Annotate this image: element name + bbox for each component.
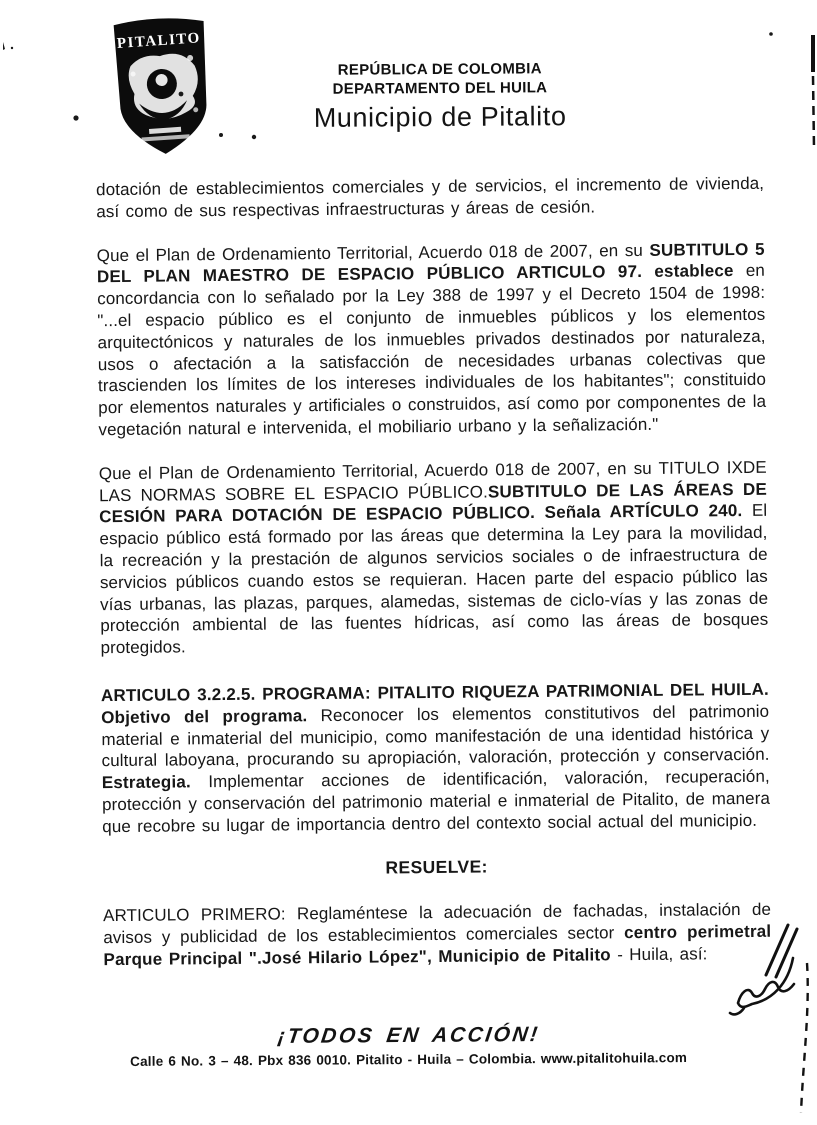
paragraph-pot-titulo-ix: [99, 457, 769, 660]
text-run-bold: SUBTITULO DE LAS ÁREAS DE CESIÓN PARA DOTACIÓN DE ESPACIO PÚBLICO. Señala ARTÍCULO 240.: [99, 479, 768, 527]
text-run: - Huila, así:: [610, 944, 708, 965]
paragraph-articulo-3225: [101, 679, 770, 838]
text-run: El espacio público está formado por las áreas que determina la Ley para la movilidad, la recreación y la prestación de algunos servicios sociales o de infraestructura de servicios públicos cuando estos se requieran. Hacen parte del espacio público las vías urbanas, las plazas, parques, alamedas, sistemas de ciclo-vías y las zonas de protección ambiental de las fuentes hídricas, así como las áreas de bosques protegidos.: [99, 501, 769, 658]
paragraph-dotacion: [96, 173, 764, 223]
text-run: Que el Plan de Ordenamiento Territorial, Acuerdo 018 de 2007, en su TITULO IXDE LAS NORMAS SOBRE EL ESPACIO PÚBLICO.: [98, 457, 767, 505]
header-department: DEPARTAMENTO DEL HUILA: [332, 79, 548, 98]
text-run: en concordancia con lo señalado por la Ley 388 de 1997 y el Decreto 1504 de 1998: "...el espacio público es el conjunto de inmuebles públicos y los elementos arquitectónicos y naturales de los inmuebles privados destinados por naturaleza, usos o afectación a la satisfacción de necesidades urbanas colectivas que trascienden los límites de los intereses individuales de los habitantes"; constituido por elementos naturales y artificiales o construidos, así como por componentes de la vegetación natural e intervenida, el mobiliario urbano y la señalización.": [97, 261, 767, 440]
resuelve-heading: RESUELVE:: [385, 855, 488, 877]
document-header: [240, 59, 640, 135]
footer-address: Calle 6 No. 3 – 48. Pbx 836 0010. Pitalito - Huila – Colombia. www.pitalitohuila.com: [130, 1050, 688, 1069]
text-run: ARTICULO PRIMERO: Reglaméntese la adecuación de fachadas, instalación de avisos y publicidad de los establecimientos comerciales sector: [102, 900, 772, 948]
text-run: dotación de establecimientos comerciales y de servicios, el incremento de vivienda, así como de sus respectivas infraestructuras y áreas de cesión.: [96, 173, 765, 222]
pen-vertical-line-top: [813, 35, 814, 148]
text-run-bold: SUBTITULO 5 DEL PLAN MAESTRO DE ESPACIO PÚBLICO ARTICULO 97. establece: [96, 239, 765, 287]
header-republic: REPÚBLICA DE COLOMBIA: [337, 60, 542, 79]
paragraph-pot-subtitulo-5: [97, 238, 767, 441]
header-municipality: Municipio de Pitalito: [313, 101, 567, 133]
document-footer: [0, 1021, 817, 1070]
text-run-bold: centro perimetral Parque Principal ".José Hilario López", Municipio de Pitalito: [103, 921, 772, 970]
document-body: [96, 173, 772, 993]
crest-label: PITALITO: [116, 30, 202, 53]
text-run: Reconocer los elementos constitutivos del patrimonio material e inmaterial del municipio, como manifestación de una identidad histórica y cultural laboyana, procurando su apropiación, valoración, protección y conservación.: [101, 701, 770, 771]
text-run-bold: ARTICULO 3.2.2.5. PROGRAMA: PITALITO RIQUEZA PATRIMONIAL DEL HUILA. Objetivo del programa.: [100, 679, 770, 727]
footer-slogan: ¡TODOS EN ACCIÓN!: [276, 1023, 541, 1048]
pitalito-crest-logo: [104, 12, 220, 160]
text-run: Implementar acciones de identificación, valoración, recuperación, protección y conservación del patrimonio material e inmaterial de Pitalito, de manera que recobre su lugar de importancia dentro del contexto social actual del municipio.: [101, 766, 771, 836]
paragraph-articulo-primero: [103, 899, 772, 971]
text-run: Que el Plan de Ordenamiento Territorial, Acuerdo 018 de 2007, en su: [96, 240, 650, 265]
text-run-bold: Estrategia.: [101, 772, 192, 793]
